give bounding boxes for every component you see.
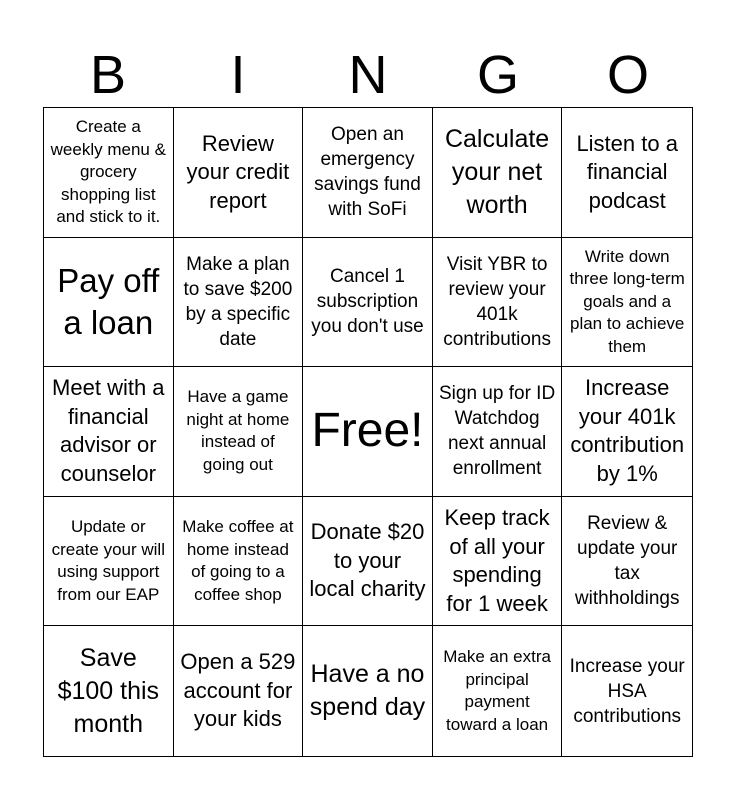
bingo-cell-1-3[interactable] bbox=[303, 108, 433, 238]
bingo-cell-3-1[interactable] bbox=[44, 367, 174, 497]
bingo-cell-2-5[interactable] bbox=[562, 238, 692, 368]
bingo-cell-1-4[interactable] bbox=[433, 108, 563, 238]
header-letter-o: O bbox=[606, 45, 649, 105]
cell-text: Increase your HSA contributions bbox=[569, 655, 685, 727]
cell-text: Cancel 1 subscription you don't use bbox=[311, 266, 424, 338]
cell-text: Increase your 401k contribution by 1% bbox=[570, 375, 685, 486]
bingo-cell-2-2[interactable] bbox=[174, 238, 304, 368]
bingo-header bbox=[43, 42, 693, 108]
cell-text: Visit YBR to review your 401k contributions bbox=[443, 253, 551, 350]
bingo-cell-1-1[interactable] bbox=[44, 108, 174, 238]
cell-text: Make a plan to save $200 by a specific date bbox=[183, 253, 293, 350]
bingo-board bbox=[43, 107, 693, 757]
header-letter-g: G bbox=[476, 45, 519, 105]
free-space-text: Free! bbox=[311, 404, 424, 458]
bingo-cell-1-5[interactable] bbox=[562, 108, 692, 238]
cell-text: Meet with a financial advisor or counselor bbox=[52, 375, 165, 486]
header-letter-i: I bbox=[230, 45, 246, 105]
cell-text: Sign up for ID Watchdog next annual enrollment bbox=[439, 383, 556, 480]
bingo-cell-3-2[interactable] bbox=[174, 367, 304, 497]
bingo-cell-3-5[interactable] bbox=[562, 367, 692, 497]
bingo-cell-4-1[interactable] bbox=[44, 497, 174, 627]
bingo-cell-2-3[interactable] bbox=[303, 238, 433, 368]
cell-text: Update or create your will using support from our EAP bbox=[51, 517, 165, 604]
cell-text: Review & update your tax withholdings bbox=[574, 513, 680, 610]
cell-text: Keep track of all your spending for 1 week bbox=[444, 505, 550, 616]
cell-text: Open an emergency savings fund with SoFi bbox=[314, 124, 421, 221]
header-letter-n: N bbox=[348, 45, 388, 105]
cell-text: Review your credit report bbox=[186, 130, 290, 213]
bingo-cell-free[interactable] bbox=[303, 367, 433, 497]
bingo-cell-5-1[interactable] bbox=[44, 626, 174, 756]
bingo-cell-4-4[interactable] bbox=[433, 497, 563, 627]
cell-text: Save $100 this month bbox=[57, 643, 160, 738]
cell-text: Pay off a loan bbox=[57, 261, 160, 341]
header-letter-b: B bbox=[89, 45, 127, 105]
bingo-cell-5-4[interactable] bbox=[433, 626, 563, 756]
cell-text: Write down three long-term goals and a plan to achieve them bbox=[569, 246, 685, 356]
cell-text: Create a weekly menu & grocery shopping list and stick to it. bbox=[50, 117, 166, 227]
cell-text: Make coffee at home instead of going to a coffee shop bbox=[182, 517, 294, 604]
bingo-cell-5-2[interactable] bbox=[174, 626, 304, 756]
bingo-cell-4-5[interactable] bbox=[562, 497, 692, 627]
cell-text: Calculate your net worth bbox=[444, 124, 550, 219]
cell-text: Donate $20 to your local charity bbox=[309, 519, 426, 602]
cell-text: Have a game night at home instead of going out bbox=[186, 387, 290, 474]
cell-text: Open a 529 account for your kids bbox=[180, 649, 296, 732]
bingo-cell-5-5[interactable] bbox=[562, 626, 692, 756]
cell-text: Listen to a financial podcast bbox=[576, 130, 678, 213]
cell-text: Make an extra principal payment toward a loan bbox=[443, 647, 551, 734]
cell-text: Have a no spend day bbox=[309, 660, 426, 722]
bingo-cell-2-4[interactable] bbox=[433, 238, 563, 368]
bingo-cell-5-3[interactable] bbox=[303, 626, 433, 756]
bingo-cell-4-2[interactable] bbox=[174, 497, 304, 627]
bingo-cell-1-2[interactable] bbox=[174, 108, 304, 238]
bingo-cell-2-1[interactable] bbox=[44, 238, 174, 368]
bingo-cell-3-4[interactable] bbox=[433, 367, 563, 497]
bingo-cell-4-3[interactable] bbox=[303, 497, 433, 627]
